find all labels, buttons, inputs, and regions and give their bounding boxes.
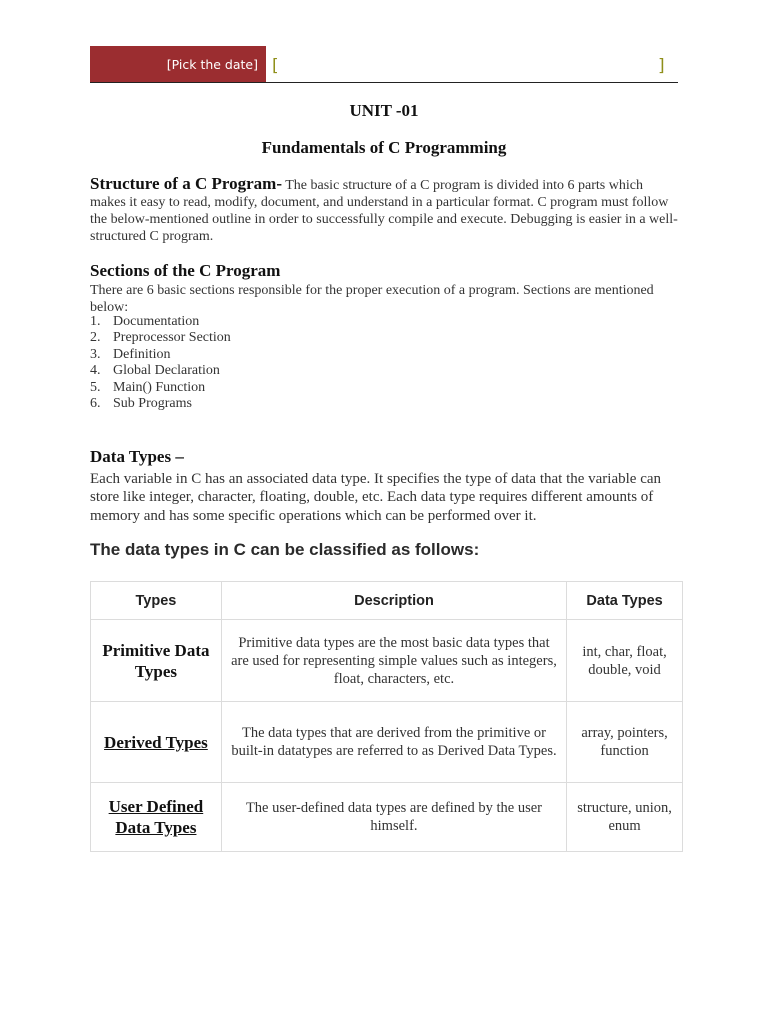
list-item — [90, 396, 231, 412]
list-item-label: Main() Function — [113, 379, 206, 395]
list-item — [90, 330, 231, 346]
sections-intro: There are 6 basic sections responsible for the proper execution of a program. Sections are mentioned below: — [90, 283, 654, 315]
header-bracket-close: ] — [658, 56, 665, 76]
document-subtitle: Fundamentals of C Programming — [261, 138, 507, 157]
list-item-label: Definition — [113, 346, 171, 362]
data-types-cell: array, pointers, function — [567, 702, 683, 783]
description-cell: The data types that are derived from the primitive or built-in datatypes are referred to as Derived Data Types. — [221, 702, 566, 783]
table-row — [91, 620, 683, 702]
list-item — [90, 380, 231, 396]
data-types-table — [90, 581, 683, 852]
type-cell: Derived Types — [91, 702, 222, 783]
sections-list — [90, 314, 231, 412]
header-rule — [90, 82, 678, 83]
data-types-paragraph: Each variable in C has an associated data type. It specifies the type of data that the variable can store like integer, character, floating, double, etc. Each data type requires different amounts of memory and has some specific operations which can be performed over it. — [90, 471, 662, 524]
list-item-number: 1. — [90, 314, 101, 329]
table-row — [91, 783, 683, 852]
data-types-cell: structure, union, enum — [567, 783, 683, 852]
date-picker-box[interactable] — [90, 46, 266, 83]
column-header-data-types: Data Types — [567, 582, 683, 620]
data-types-heading: Data Types – — [90, 447, 184, 466]
description-cell: Primitive data types are the most basic data types that are used for representing simple values such as integers, float, characters, etc. — [221, 620, 566, 702]
column-header-description: Description — [221, 582, 566, 620]
description-cell: The user-defined data types are defined by the user himself. — [221, 783, 566, 852]
list-item-label: Sub Programs — [113, 396, 192, 412]
table-row — [91, 702, 683, 783]
sections-heading: Sections of the C Program — [90, 261, 281, 280]
date-placeholder: [Pick the date] — [166, 57, 258, 72]
data-types-cell: int, char, float, double, void — [567, 620, 683, 702]
list-item-number: 6. — [90, 396, 101, 412]
column-header-types: Types — [91, 582, 222, 620]
structure-text: The basic structure of a C program is divided into 6 parts which makes it easy to read, modify, document, and understand in a particular format. C program must follow the below-mentioned outline in order to successfully compile and execute. Debugging is easier in a well-structured C program. — [90, 178, 678, 244]
list-item — [90, 314, 231, 330]
list-item-label: Global Declaration — [113, 363, 220, 379]
list-item-number: 5. — [90, 379, 101, 395]
structure-heading: Structure of a C Program- — [90, 174, 282, 193]
unit-title: UNIT -01 — [349, 101, 419, 120]
list-item — [90, 363, 231, 379]
list-item-number: 4. — [90, 363, 101, 379]
structure-paragraph — [90, 175, 680, 245]
list-item-number: 3. — [90, 346, 101, 362]
list-item-number: 2. — [90, 330, 101, 346]
type-cell: User Defined Data Types — [91, 783, 222, 852]
list-item-label: Preprocessor Section — [113, 330, 231, 346]
table-header-row — [91, 582, 683, 620]
classification-heading: The data types in C can be classified as follows: — [90, 540, 480, 559]
header-bracket-open: [ — [272, 56, 279, 76]
list-item-label: Documentation — [113, 314, 200, 329]
list-item — [90, 347, 231, 363]
type-cell: Primitive Data Types — [91, 620, 222, 702]
